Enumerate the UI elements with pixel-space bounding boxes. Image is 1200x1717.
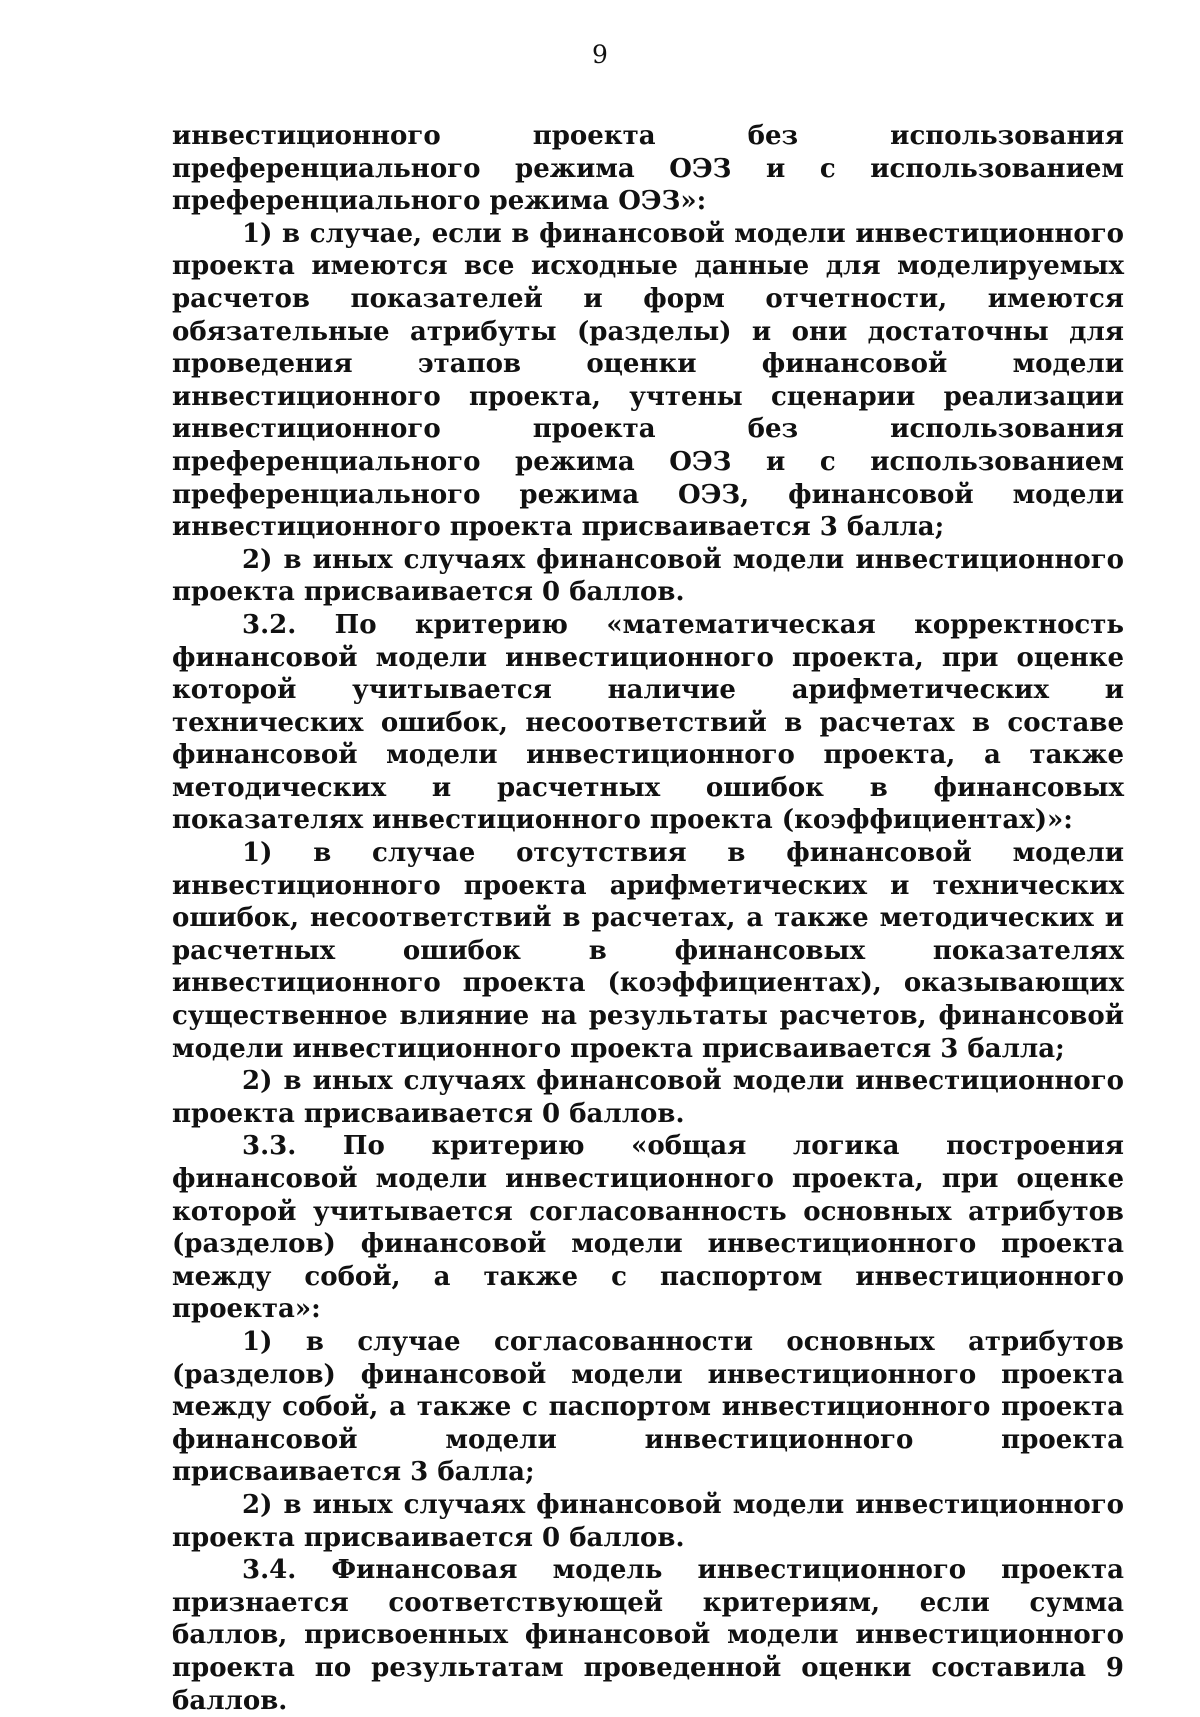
paragraph-section-3-4: 3.4. Финансовая модель инвестиционного проекта признается соответствующей критериям, если сумма баллов, присвоенных финансовой модели инвестиционного проекта по результатам проведенной оценки составила 9 баллов. bbox=[172, 1555, 1124, 1716]
paragraph-continuation: инвестиционного проекта без использования преференциального режима ОЭЗ и с использованием преференциального режима ОЭЗ»: bbox=[172, 121, 1124, 217]
paragraph-section-3-2: 3.2. По критерию «математическая корректность финансовой модели инвестиционного проекта, при оценке которой учитывается наличие арифметических и технических ошибок, несоответствий в расчетах в составе финансовой модели инвестиционного проекта, а также методических и расчетных ошибок в финансовых показателях инвестиционного проекта (коэффициентах)»: bbox=[172, 609, 1124, 836]
document-body bbox=[172, 120, 1124, 1717]
paragraph-item-1-criterion-2: 1) в случае отсутствия в финансовой модели инвестиционного проекта арифметических и технических ошибок, несоответствий в расчетах, а также методических и расчетных ошибок в финансовых показателях инвестиционного проекта (коэффициентах), оказывающих существенное влияние на результаты расчетов, финансовой модели инвестиционного проекта присваивается 3 балла; bbox=[172, 838, 1124, 1064]
paragraph-item-2-criterion-3: 2) в иных случаях финансовой модели инвестиционного проекта присваивается 0 баллов. bbox=[172, 1489, 1124, 1553]
paragraph-item-1-criterion-1: 1) в случае, если в финансовой модели инвестиционного проекта имеются все исходные данные для моделируемых расчетов показателей и форм отчетности, имеются обязательные атрибуты (разделы) и они достаточны для проведения этапов оценки финансовой модели инвестиционного проекта, учтены сценарии реализации инвестиционного проекта без использования преференциального режима ОЭЗ и с использованием преференциального режима ОЭЗ, финансовой модели инвестиционного проекта присваивается 3 балла; bbox=[172, 218, 1124, 543]
paragraph-item-1-criterion-3: 1) в случае согласованности основных атрибутов (разделов) финансовой модели инвестиционного проекта между собой, а также с паспортом инвестиционного проекта финансовой модели инвестиционного проекта присваивается 3 балла; bbox=[172, 1326, 1124, 1488]
paragraph-section-3-3: 3.3. По критерию «общая логика построения финансовой модели инвестиционного проекта, при оценке которой учитывается согласованность основных атрибутов (разделов) финансовой модели инвестиционного проекта между собой, а также с паспортом инвестиционного проекта»: bbox=[172, 1131, 1124, 1325]
paragraph-item-2-criterion-1: 2) в иных случаях финансовой модели инвестиционного проекта присваивается 0 баллов. bbox=[172, 544, 1124, 608]
paragraph-item-2-criterion-2: 2) в иных случаях финансовой модели инвестиционного проекта присваивается 0 баллов. bbox=[172, 1066, 1124, 1129]
page-number: 9 bbox=[592, 40, 608, 69]
